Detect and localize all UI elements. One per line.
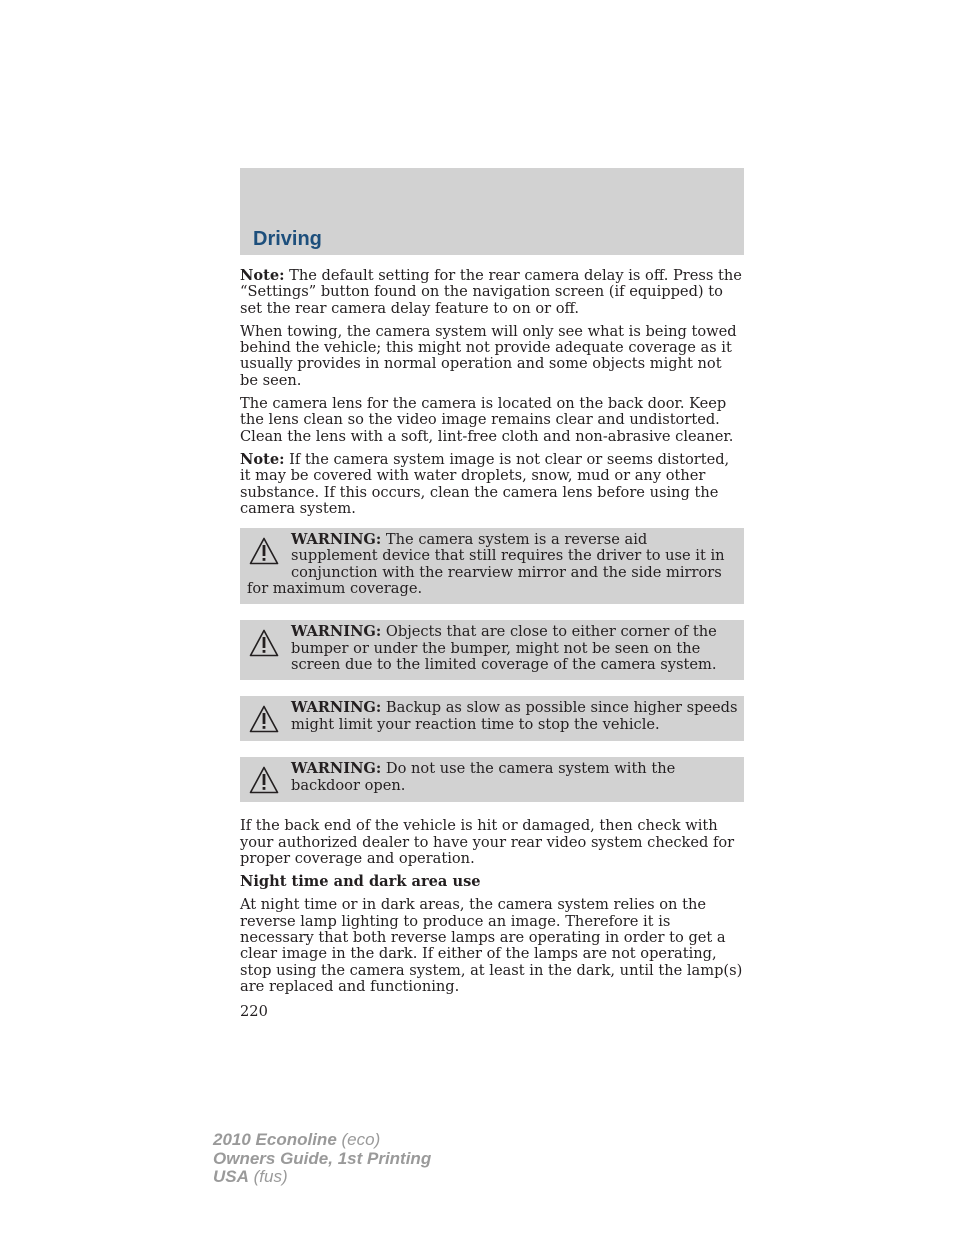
subheading-night-time: Night time and dark area use (240, 873, 481, 891)
warning-text: The camera system is a reverse aid supplement device that still requires the driver to use it in conjunction with the rearview mirror and the side mirrors for maximum coverage. (247, 531, 725, 598)
warning-triangle-icon (249, 629, 279, 657)
footer-market-code: (fus) (248, 1167, 288, 1186)
footer-line-printing: Owners Guide, 1st Printing (213, 1148, 432, 1168)
footer-model-code: (eco) (336, 1130, 381, 1149)
warning-box (240, 696, 744, 741)
warning-label: WARNING: (291, 760, 382, 778)
warning-label: WARNING: (291, 699, 382, 717)
paragraph-night-time: At night time or in dark areas, the camera system relies on the reverse lamp lighting to produce an image. Therefore it is necessary that both reverse lamps are operating in order to get a clear image in the dark. If either of the lamps are not operating, stop using the camera system, at least in the dark, until the lamp(s) are replaced and functioning. (240, 896, 743, 995)
warning-box (240, 528, 744, 604)
footer-line-model (213, 1131, 431, 1150)
paragraph-text: If the camera system image is not clear or seems distorted, it may be covered with water droplets, snow, mud or any other substance. If this occurs, clean the camera lens before using the camera system. (240, 450, 730, 517)
warning-triangle-icon (249, 705, 279, 733)
warning-box (240, 620, 744, 680)
page-number: 220 (240, 1003, 268, 1021)
footer-line-market (213, 1168, 431, 1187)
note-label: Note: (240, 450, 285, 468)
section-title: Driving (253, 228, 322, 250)
warning-triangle-icon (249, 766, 279, 794)
warning-text: Objects that are close to either corner of the bumper or under the bumper, might not be seen on the screen due to the limited coverage of the camera system. (291, 623, 717, 673)
paragraph-damage: If the back end of the vehicle is hit or damaged, then check with your authorized dealer to have your rear video system checked for proper coverage and operation. (240, 817, 735, 867)
warning-text: Do not use the camera system with the backdoor open. (291, 760, 676, 794)
paragraph-note-delay (240, 268, 744, 317)
page-content (240, 268, 744, 1021)
paragraph-camera-lens: The camera lens for the camera is located on the back door. Keep the lens clean so the video image remains clear and undistorted. Clean the lens with a soft, lint-free cloth and non-abrasive cleaner. (240, 395, 734, 445)
warning-label: WARNING: (291, 531, 382, 549)
footer-market: USA (213, 1167, 249, 1186)
note-label: Note: (240, 267, 285, 284)
section-header-band (240, 168, 744, 255)
warning-label: WARNING: (291, 623, 382, 641)
paragraph-towing: When towing, the camera system will only see what is being towed behind the vehicle; this might not provide adequate coverage as it usually provides in normal operation and some objects might not be seen. (240, 322, 737, 389)
warning-triangle-icon (249, 537, 279, 565)
warning-box (240, 757, 744, 802)
footer-imprint (213, 1131, 431, 1187)
footer-model: 2010 Econoline (213, 1130, 337, 1149)
warning-text: Backup as slow as possible since higher speeds might limit your reaction time to stop the vehicle. (291, 699, 738, 733)
paragraph-note-distorted (240, 452, 744, 517)
paragraph-text: The default setting for the rear camera delay is off. Press the “Settings” button found on the navigation screen (if equipped) to set the rear camera delay feature to on or off. (240, 267, 742, 317)
